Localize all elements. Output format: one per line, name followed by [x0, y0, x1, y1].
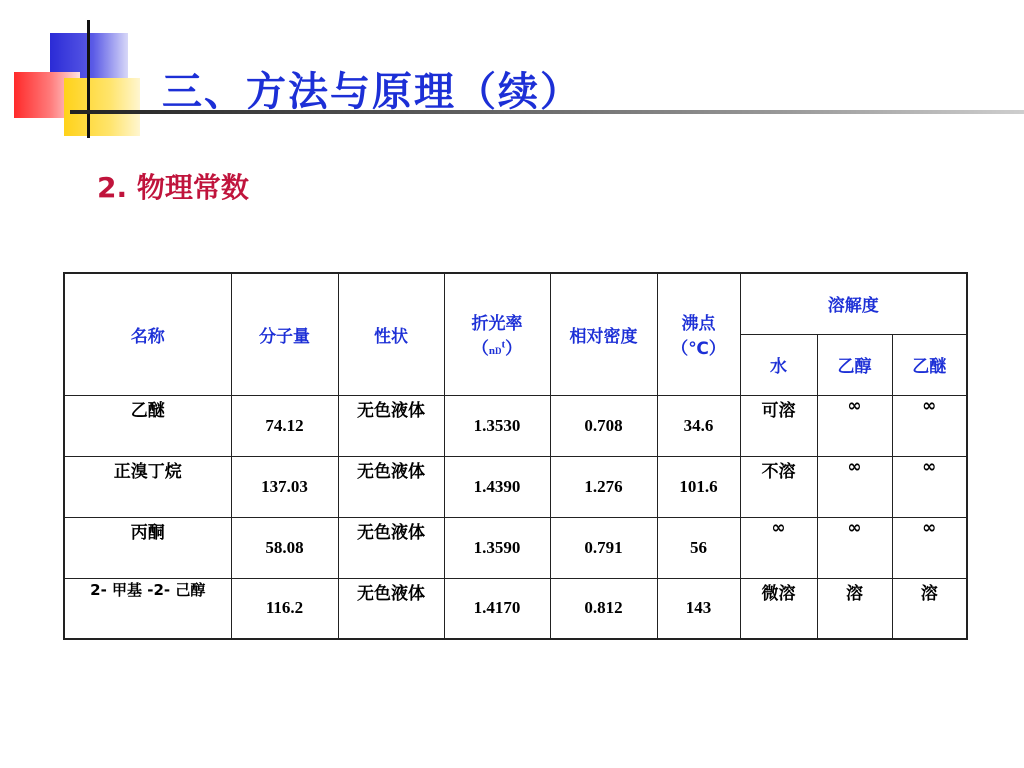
header-solubility: 溶解度	[740, 273, 967, 334]
table-row	[64, 517, 967, 578]
header-molecular-weight: 分子量	[231, 273, 338, 395]
cell-molecular-weight: 74.12	[231, 395, 338, 456]
cell-water-solubility: 不溶	[740, 456, 817, 517]
table-row	[64, 456, 967, 517]
cell-molecular-weight: 58.08	[231, 517, 338, 578]
header-refractive-label: 折光率	[471, 314, 523, 335]
cell-ether-solubility: ∞	[892, 395, 967, 456]
cell-boiling-point: 143	[657, 578, 740, 639]
cell-ethanol-solubility: ∞	[817, 456, 892, 517]
cell-ethanol-solubility: ∞	[817, 395, 892, 456]
cell-ether-solubility: ∞	[892, 517, 967, 578]
cell-density: 1.276	[550, 456, 657, 517]
header-relative-density: 相对密度	[550, 273, 657, 395]
cell-name: 乙醚	[64, 395, 231, 456]
cell-ether-solubility: 溶	[892, 578, 967, 639]
cell-ether-solubility: ∞	[892, 456, 967, 517]
cell-water-solubility: ∞	[740, 517, 817, 578]
header-ethanol: 乙醇	[817, 334, 892, 395]
decor-vertical-line	[87, 20, 90, 138]
cell-name: 丙酮	[64, 517, 231, 578]
cell-ethanol-solubility: ∞	[817, 517, 892, 578]
decor-yellow-square	[64, 78, 140, 136]
cell-appearance: 无色液体	[338, 578, 444, 639]
slide-title: 三、方法与原理（续）	[162, 69, 582, 115]
cell-boiling-point: 56	[657, 517, 740, 578]
cell-refractive-index: 1.3530	[444, 395, 550, 456]
cell-refractive-index: 1.3590	[444, 517, 550, 578]
cell-water-solubility: 微溶	[740, 578, 817, 639]
cell-molecular-weight: 116.2	[231, 578, 338, 639]
header-boiling-point	[657, 273, 740, 395]
header-bp-label: 沸点	[681, 314, 716, 335]
cell-boiling-point: 34.6	[657, 395, 740, 456]
cell-refractive-index: 1.4390	[444, 456, 550, 517]
cell-water-solubility: 可溶	[740, 395, 817, 456]
physical-constants-table	[63, 272, 968, 640]
cell-density: 0.791	[550, 517, 657, 578]
header-refractive-index	[444, 273, 550, 395]
header-row	[64, 273, 967, 334]
cell-ethanol-solubility: 溶	[817, 578, 892, 639]
header-refractive-symbol: $(nD^t)$	[471, 338, 523, 360]
header-appearance: 性状	[338, 273, 444, 395]
cell-refractive-index: 1.4170	[444, 578, 550, 639]
cell-boiling-point: 101.6	[657, 456, 740, 517]
cell-appearance: 无色液体	[338, 395, 444, 456]
cell-appearance: 无色液体	[338, 456, 444, 517]
cell-density: 0.812	[550, 578, 657, 639]
cell-name: 正溴丁烷	[64, 456, 231, 517]
cell-density: 0.708	[550, 395, 657, 456]
table-row	[64, 395, 967, 456]
cell-appearance: 无色液体	[338, 517, 444, 578]
section-subtitle: 2. 物理常数	[97, 171, 249, 204]
header-ether: 乙醚	[892, 334, 967, 395]
header-water: 水	[740, 334, 817, 395]
header-name: 名称	[64, 273, 231, 395]
table-row	[64, 578, 967, 639]
header-bp-unit: （℃）	[671, 339, 726, 360]
cell-name: 2- 甲基 -2- 己醇	[64, 578, 231, 639]
cell-molecular-weight: 137.03	[231, 456, 338, 517]
